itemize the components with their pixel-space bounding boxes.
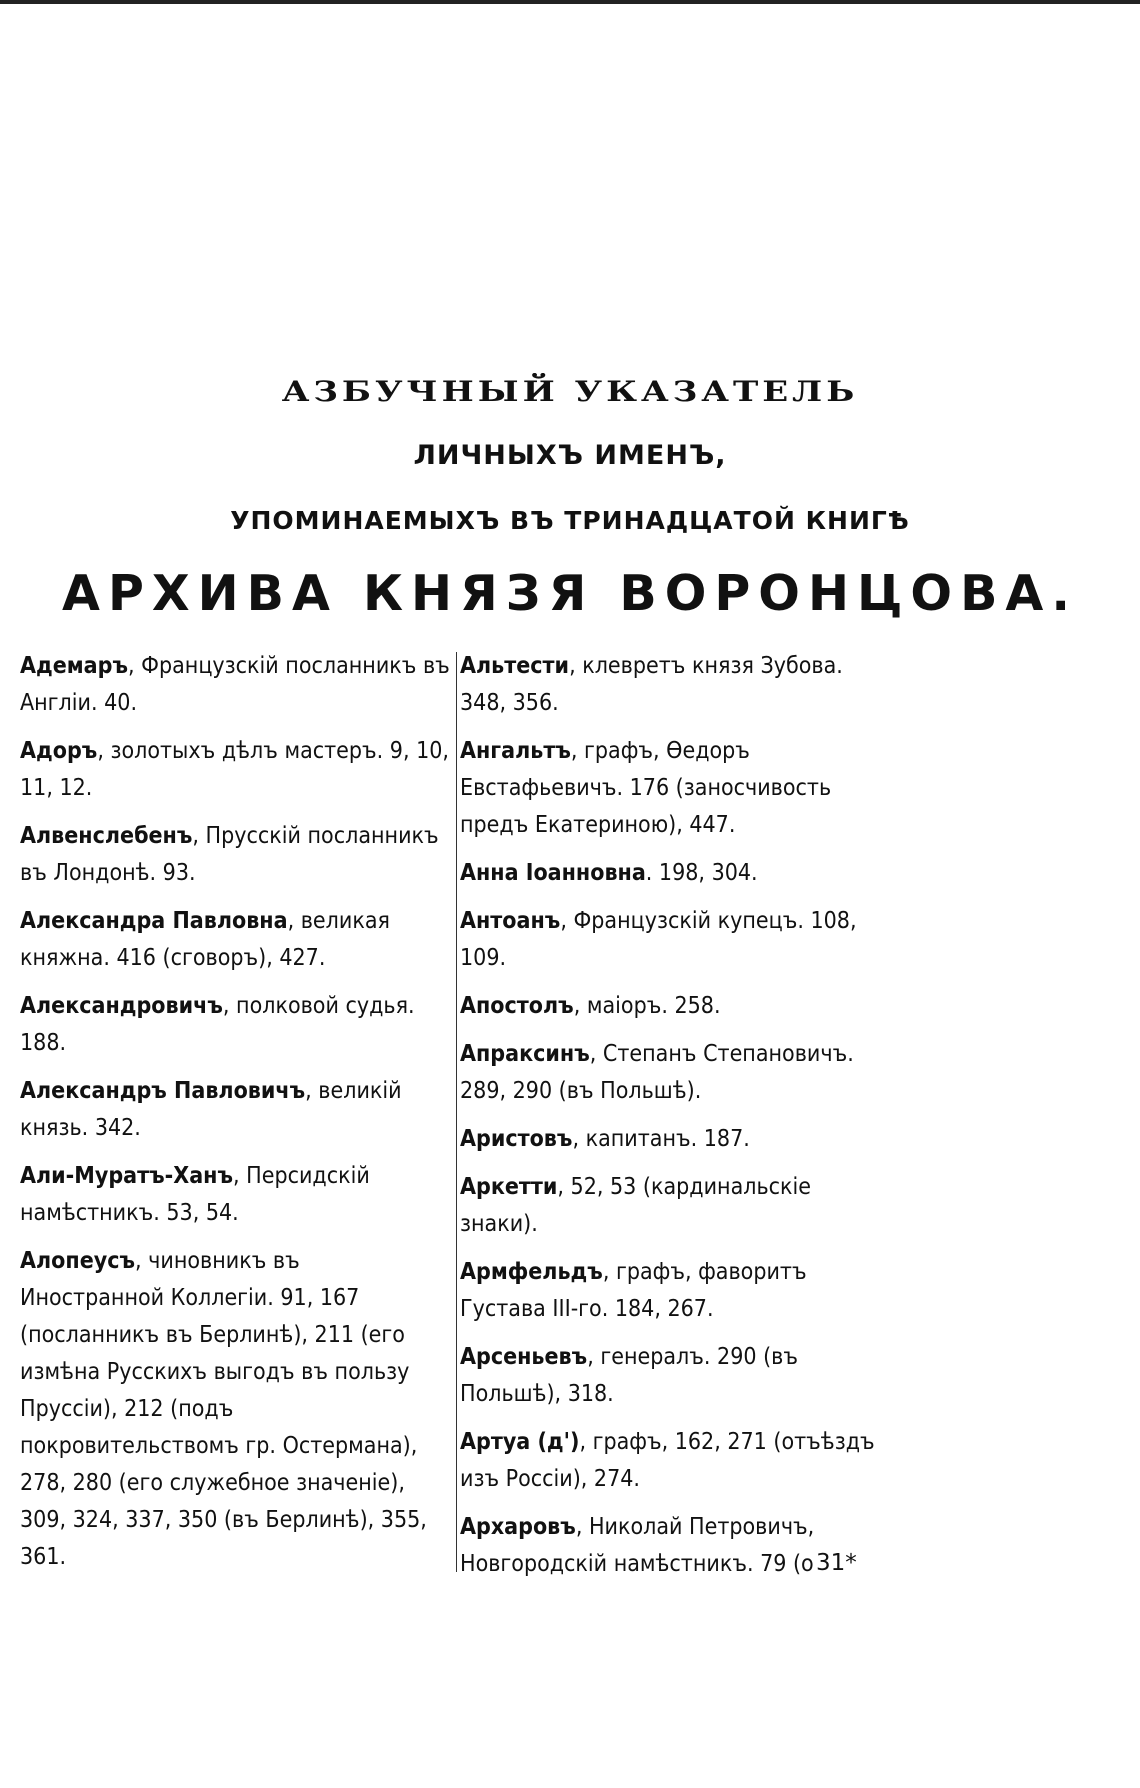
entry-name: Аристовъ (460, 1126, 573, 1152)
entry-name: Апостолъ (460, 993, 574, 1019)
entry-name: Архаровъ (460, 1514, 576, 1540)
entry-name: Алвенслебенъ (20, 823, 193, 849)
index-subtitle: ЛИЧНЫХЪ ИМЕНЪ, (413, 440, 727, 471)
index-entry (460, 648, 892, 722)
entry-name: Апраксинъ (460, 1041, 590, 1067)
entry-text: , Степанъ Степановичъ. 289, 290 (въ Польшѣ). (460, 1041, 854, 1104)
index-entry (20, 648, 450, 722)
entry-name: Александра Павловна (20, 908, 288, 934)
index-title: АЗБУЧНЫЙ УКАЗАТЕЛЬ (281, 375, 859, 409)
index-entry (460, 1254, 892, 1328)
entry-name: Али-Муратъ-Ханъ (20, 1163, 234, 1189)
index-entry (20, 1073, 450, 1147)
entry-text: , генералъ. 290 (въ Польшѣ), 318. (460, 1344, 798, 1407)
entry-text: , клевретъ князя Зубова. 348, 356. (460, 653, 843, 716)
index-entry (460, 733, 892, 844)
entry-name: Армфельдъ (460, 1259, 603, 1285)
entry-text: , графъ, Ѳедоръ Евстафьевичъ. 176 (заносчивость предъ Екатериною), 447. (460, 738, 832, 838)
entry-name: Александровичъ (20, 993, 223, 1019)
entry-text: , маіоръ. 258. (573, 993, 721, 1019)
entry-name: Арсеньевъ (460, 1344, 588, 1370)
index-entry (460, 855, 892, 892)
entry-name: Антоанъ (460, 908, 561, 934)
entry-text: . 198, 304. (645, 860, 758, 886)
index-entry (460, 903, 892, 977)
entry-text: , золотыхъ дѣлъ мастеръ. 9, 10, 11, 12. (20, 738, 450, 801)
entry-name: Анна Іоанновна (460, 860, 646, 886)
index-entry (20, 988, 450, 1062)
entry-name: Аркетти (460, 1174, 558, 1200)
index-entry (460, 988, 892, 1025)
entry-text: , Прусскій посланникъ въ Лондонѣ. 93. (20, 823, 439, 886)
top-rule (0, 0, 1140, 4)
index-entry (20, 1158, 450, 1232)
entry-name: Алопеусъ (20, 1248, 136, 1274)
entry-name: Адоръ (20, 738, 98, 764)
signature-mark: 31* (816, 1550, 857, 1576)
entry-text: , графъ, 162, 271 (отъѣздъ изъ Россіи), 274. (460, 1429, 875, 1492)
entry-text: , 52, 53 (кардинальскіе знаки). (460, 1174, 812, 1237)
index-entry (460, 1036, 892, 1110)
entry-name: Александръ Павловичъ (20, 1078, 306, 1104)
index-entry (460, 1424, 892, 1498)
index-entry (460, 1121, 892, 1158)
index-entry (20, 903, 450, 977)
index-subtitle-line: УПОМИНАЕМЫХЪ ВЪ ТРИНАДЦАТОЙ КНИГѢ (230, 506, 910, 535)
entry-text: , Французскій посланникъ въ Англіи. 40. (20, 653, 450, 716)
index-entry (460, 1169, 892, 1243)
archive-title: АРХИВА КНЯЗЯ ВОРОНЦОВА. (62, 565, 1078, 622)
entry-text: , графъ, фаворитъ Густава III-го. 184, 267. (460, 1259, 807, 1322)
index-entry (20, 1243, 450, 1576)
entry-text: , великая княжна. 416 (сговоръ), 427. (20, 908, 390, 971)
index-entry (20, 818, 450, 892)
entry-name: Артуа (д') (460, 1429, 580, 1455)
index-entry (20, 733, 450, 807)
left-column (20, 648, 450, 1587)
entry-name: Адемаръ (20, 653, 129, 679)
right-column (460, 648, 892, 1594)
entry-text: , великій князь. 342. (20, 1078, 402, 1141)
entry-name: Альтести (460, 653, 570, 679)
entry-text: , Французскій купецъ. 108, 109. (460, 908, 857, 971)
entry-name: Ангальтъ (460, 738, 571, 764)
index-entry (460, 1339, 892, 1413)
entry-text: , полковой судья. 188. (20, 993, 415, 1056)
column-divider (456, 652, 457, 1572)
entry-text: , чиновникъ въ Иностранной Коллегіи. 91, 167 (посланникъ въ Берлинѣ), 211 (его измѣна Русскихъ выгодъ въ пользу Пруссіи), 212 (подъ покровительствомъ гр. Остермана), 278, 280 (его служебное значеніе), 309, 324, 337, 350 (въ Берлинѣ), 355, 361. (20, 1248, 427, 1570)
entry-text: , Персидскій намѣстникъ. 53, 54. (20, 1163, 370, 1226)
entry-text: , капитанъ. 187. (572, 1126, 750, 1152)
entry-text: , Николай Петровичъ, Новгородскій намѣстникъ. 79 (о (460, 1514, 815, 1577)
